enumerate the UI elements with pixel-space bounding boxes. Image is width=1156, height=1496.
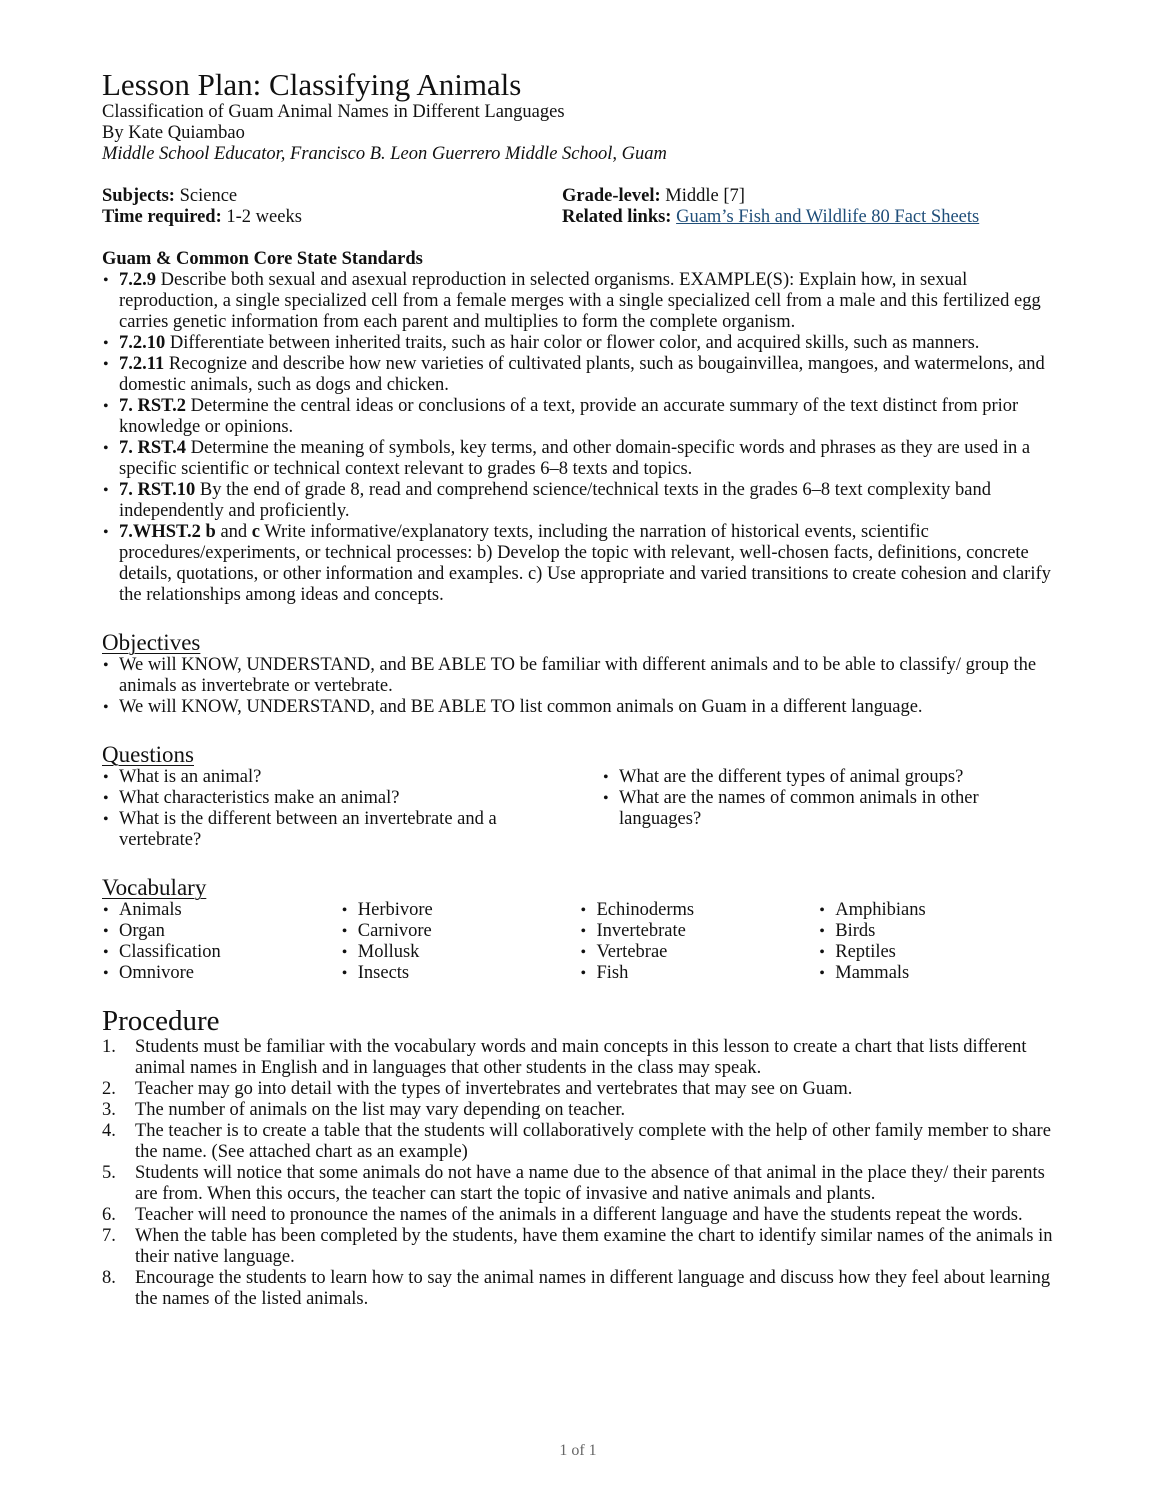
standard-connector: and xyxy=(220,522,248,542)
standard-item xyxy=(102,396,1057,438)
questions-columns xyxy=(102,767,1057,851)
standard-text: Describe both sexual and asexual reproduction in selected organisms. EXAMPLE(S): Explain how, in sexual reproduction, a single specialized cell from a female merges with a single specialized cell from a male and this fertilized egg carries genetic information from each parent and multiplies to form the complete organism. xyxy=(119,270,1041,332)
document-page xyxy=(102,68,1057,1310)
questions-right xyxy=(602,767,1032,851)
vocab-term: • Carnivore xyxy=(341,921,580,942)
procedure-step xyxy=(102,1268,1057,1310)
step-text: Students must be familiar with the vocabulary words and main concepts in this lesson to create a chart that lists different animal names in English and in languages that other students in the class may speak. xyxy=(135,1037,1027,1078)
procedure-step xyxy=(102,1163,1057,1205)
procedure-step xyxy=(102,1205,1057,1226)
objectives-heading: Objectives xyxy=(102,630,201,655)
affiliation: Middle School Educator, Francisco B. Leon Guerrero Middle School, Guam xyxy=(102,144,667,164)
step-number: 5. xyxy=(102,1163,116,1183)
question-item: • What is the different between an invertebrate and a vertebrate? xyxy=(102,809,529,851)
standard-item xyxy=(102,522,1057,606)
standard-code: 7.2.10 xyxy=(119,333,166,353)
standard-text: Determine the central ideas or conclusions of a text, provide an accurate summary of the text distinct from prior knowledge or opinions. xyxy=(119,396,1019,437)
vocab-term: • Birds xyxy=(818,921,1057,942)
vocab-term: • Omnivore xyxy=(102,963,341,984)
standard-item xyxy=(102,270,1057,333)
question-item: • What are the different types of animal groups? xyxy=(602,767,1032,788)
standard-item xyxy=(102,438,1057,480)
procedure-step xyxy=(102,1100,1057,1121)
standard-item xyxy=(102,354,1057,396)
page-title: Lesson Plan: Classifying Animals xyxy=(102,67,522,102)
step-text: The teacher is to create a table that the students will collaboratively complete with the help of other family member to share the name. (See attached chart as an example) xyxy=(135,1121,1051,1162)
procedure-heading: Procedure xyxy=(102,1005,220,1037)
meta-left xyxy=(102,186,562,228)
procedure-list xyxy=(102,1037,1057,1310)
vocab-term: • Insects xyxy=(341,963,580,984)
vocabulary-heading: Vocabulary xyxy=(102,875,207,900)
page-indicator: 1 of 1 xyxy=(559,1442,597,1459)
standard-text: Recognize and describe how new varieties of cultivated plants, such as bougainvillea, mangoes, and watermelons, and domestic animals, such as dogs and chicken. xyxy=(119,354,1045,395)
standard-text: Determine the meaning of symbols, key terms, and other domain-specific words and phrases as they are used in a specific scientific or technical context relevant to grades 6–8 texts and topics. xyxy=(119,438,1031,479)
vocab-term: • Organ xyxy=(102,921,341,942)
vocab-term: • Animals xyxy=(102,900,341,921)
objective-item: • We will KNOW, UNDERSTAND, and BE ABLE TO list common animals on Guam in a different language. xyxy=(102,697,1057,718)
step-number: 3. xyxy=(102,1100,116,1120)
procedure-step xyxy=(102,1226,1057,1268)
time-row xyxy=(102,207,562,228)
links-row xyxy=(562,207,979,228)
step-number: 7. xyxy=(102,1226,116,1246)
question-item: • What are the names of common animals in other languages? xyxy=(602,788,1019,830)
links-label: Related links: xyxy=(562,207,672,227)
standard-code: 7. RST.2 xyxy=(119,396,186,416)
objectives-list xyxy=(102,655,1057,718)
grade-label: Grade-level: xyxy=(562,186,661,206)
vocab-term: • Amphibians xyxy=(818,900,1057,921)
procedure-step xyxy=(102,1079,1057,1100)
standard-code: 7. RST.10 xyxy=(119,480,196,500)
step-text: The number of animals on the list may vary depending on teacher. xyxy=(135,1100,626,1120)
step-text: Teacher will need to pronounce the names of the animals in a different language and have the students repeat the words. xyxy=(135,1205,1023,1225)
question-item: • What is an animal? xyxy=(102,767,572,788)
standard-item xyxy=(102,480,1057,522)
standard-code: 7.2.9 xyxy=(119,270,156,290)
questions-left xyxy=(102,767,602,851)
question-item: • What characteristics make an animal? xyxy=(102,788,572,809)
standard-code: 7.2.11 xyxy=(119,354,165,374)
standard-text: Write informative/explanatory texts, including the narration of historical events, scientific procedures/experiments, or technical processes: b) Develop the topic with relevant, well-chosen facts, definitions, concrete details, quotations, or other information and examples. c) Use appropriate and varied transitions to create cohesion and clarify the relationships among ideas and concepts. xyxy=(119,522,1051,605)
standard-text: By the end of grade 8, read and comprehend science/technical texts in the grades 6–8 text complexity band independently and proficiently. xyxy=(119,480,991,521)
vocab-term: • Mollusk xyxy=(341,942,580,963)
vocab-term: • Vertebrae xyxy=(580,942,819,963)
step-number: 4. xyxy=(102,1121,116,1141)
vocab-term: • Reptiles xyxy=(818,942,1057,963)
vocabulary-columns xyxy=(102,900,1057,984)
vocab-column xyxy=(580,900,819,984)
lesson-meta xyxy=(102,186,1057,228)
questions-heading: Questions xyxy=(102,742,194,767)
vocab-column xyxy=(341,900,580,984)
procedure-step xyxy=(102,1037,1057,1079)
step-number: 6. xyxy=(102,1205,116,1225)
vocab-term: • Echinoderms xyxy=(580,900,819,921)
procedure-step xyxy=(102,1121,1057,1163)
objective-item: • We will KNOW, UNDERSTAND, and BE ABLE TO be familiar with different animals and to be able to classify/ group the animals as invertebrate or vertebrate. xyxy=(102,655,1057,697)
vocab-term: • Mammals xyxy=(818,963,1057,984)
time-label: Time required: xyxy=(102,207,222,227)
vocab-column xyxy=(102,900,341,984)
subjects-row xyxy=(102,186,562,207)
standard-text: Differentiate between inherited traits, such as hair color or flower color, and acquired skills, such as manners. xyxy=(169,333,980,353)
standard-code: c xyxy=(251,522,260,542)
vocab-term: • Classification xyxy=(102,942,341,963)
grade-value: Middle [7] xyxy=(665,186,745,206)
standard-code: 7. RST.4 xyxy=(119,438,186,458)
subjects-value: Science xyxy=(179,186,238,206)
author: By Kate Quiambao xyxy=(102,123,245,143)
vocab-term: • Invertebrate xyxy=(580,921,819,942)
standard-item xyxy=(102,333,1057,354)
fact-sheets-link[interactable]: Guam’s Fish and Wildlife 80 Fact Sheets xyxy=(676,207,980,227)
standards-list xyxy=(102,270,1057,606)
vocab-term: • Fish xyxy=(580,963,819,984)
subjects-label: Subjects: xyxy=(102,186,175,206)
vocab-column xyxy=(818,900,1057,984)
time-value: 1-2 weeks xyxy=(226,207,302,227)
step-text: When the table has been completed by the students, have them examine the chart to identify similar names of the animals in their native language. xyxy=(135,1226,1053,1267)
standard-code: 7.WHST.2 b xyxy=(119,522,216,542)
step-text: Students will notice that some animals do not have a name due to the absence of that animal in the place they/ their parents are from. When this occurs, the teacher can start the topic of invasive and native animals and plants. xyxy=(135,1163,1045,1204)
subtitle: Classification of Guam Animal Names in Different Languages xyxy=(102,102,565,122)
step-text: Teacher may go into detail with the types of invertebrates and vertebrates that may see on Guam. xyxy=(135,1079,853,1099)
step-number: 1. xyxy=(102,1037,116,1057)
step-text: Encourage the students to learn how to say the animal names in different language and discuss how they feel about learning the names of the listed animals. xyxy=(135,1268,1051,1309)
standards-heading: Guam & Common Core State Standards xyxy=(102,249,423,269)
vocab-term: • Herbivore xyxy=(341,900,580,921)
grade-row xyxy=(562,186,979,207)
meta-right xyxy=(562,186,979,228)
step-number: 2. xyxy=(102,1079,116,1099)
step-number: 8. xyxy=(102,1268,116,1288)
